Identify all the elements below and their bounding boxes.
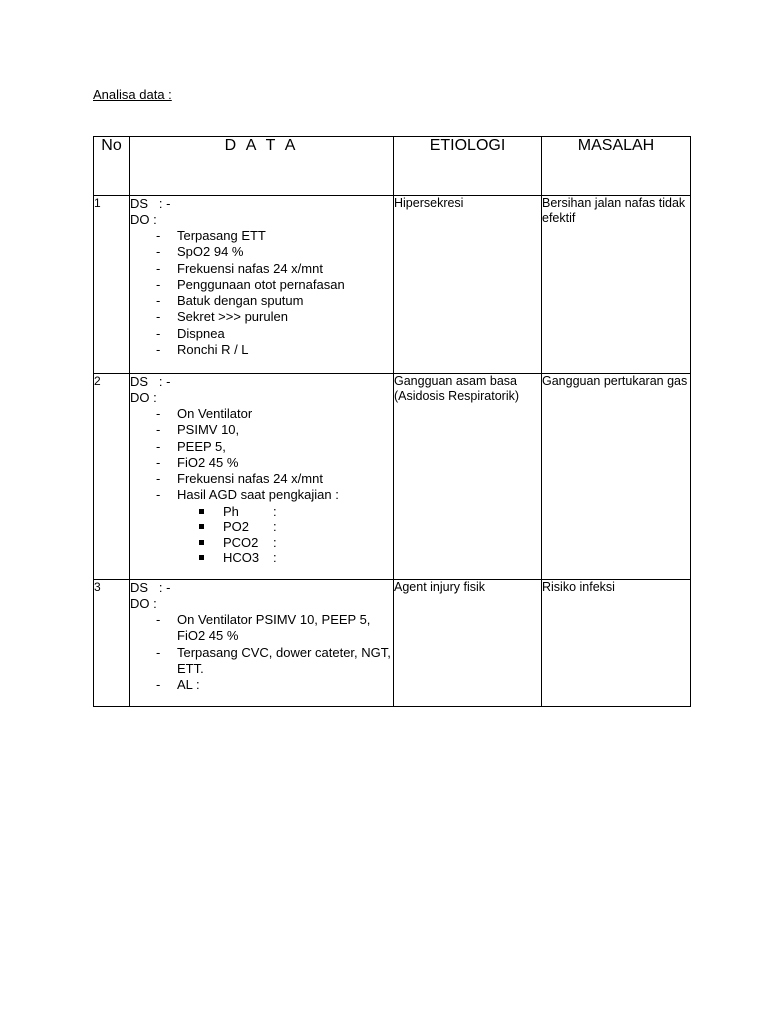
ds-line: DS : - [130,374,171,389]
data-cell [130,196,394,374]
page-heading: Analisa data : [93,87,172,102]
list-item: - Frekuensi nafas 24 x/mnt [152,471,393,487]
list-item: - Penggunaan otot pernafasan [152,277,393,293]
data-cell [130,580,394,707]
list-item: - Batuk dengan sputum [152,293,393,309]
ds-line: DS : - [130,196,171,211]
list-item: - Terpasang ETT [152,228,393,244]
agd-label: Hasil AGD saat pengkajian : [177,487,339,503]
etiologi-cell: Agent injury fisik [394,580,542,707]
table-header-row [94,137,691,196]
list-item: - Sekret >>> purulen [152,309,393,325]
agd-param: HCO3 [223,550,260,566]
column-header-masalah: MASALAH [542,137,691,196]
list-item: - FiO2 45 % [152,455,393,471]
column-header-no: No [94,137,130,196]
list-item: - Terpasang CVC, dower cateter, NGT, ETT. [152,645,393,678]
etiologi-cell: Gangguan asam basa (Asidosis Respiratorik) [394,374,542,580]
ds-line: DS : - [130,580,171,595]
masalah-cell: Bersihan jalan nafas tidak efektif [542,196,691,374]
row-number: 1 [94,196,130,374]
data-cell [130,374,394,580]
agd-sep: : [273,550,277,566]
agd-list [177,504,393,566]
column-header-etiologi: ETIOLOGI [394,137,542,196]
observation-list [130,228,393,358]
table-row [94,196,691,374]
list-item: - Dispnea [152,326,393,342]
agd-sep: : [273,503,277,519]
list-item [199,504,393,520]
list-item [199,519,393,535]
observation-list [130,406,393,566]
list-item: - Frekuensi nafas 24 x/mnt [152,261,393,277]
row-number: 2 [94,374,130,580]
do-line: DO : [130,596,157,611]
list-item [199,535,393,551]
list-item: - On Ventilator PSIMV 10, PEEP 5, FiO2 45 % [152,612,393,645]
list-item: - PSIMV 10, [152,422,393,438]
list-item [152,487,393,565]
list-item: - Ronchi R / L [152,342,393,358]
row-number: 3 [94,580,130,707]
list-item: - AL : [152,677,393,693]
analysis-table [93,136,691,707]
table-row [94,374,691,580]
etiologi-cell: Hipersekresi [394,196,542,374]
observation-list [130,612,393,693]
masalah-cell: Risiko infeksi [542,580,691,707]
list-item [199,550,393,566]
agd-param: PCO2 [223,534,259,550]
agd-sep: : [273,534,277,550]
agd-param: Ph [223,503,239,519]
column-header-data: D A T A [130,137,394,196]
agd-param: PO2 [223,519,250,535]
table-row [94,580,691,707]
list-item: - On Ventilator [152,406,393,422]
do-line: DO : [130,390,157,405]
masalah-cell: Gangguan pertukaran gas [542,374,691,580]
agd-sep: : [273,519,277,535]
do-line: DO : [130,212,157,227]
list-item: - SpO2 94 % [152,244,393,260]
list-item: - PEEP 5, [152,439,393,455]
